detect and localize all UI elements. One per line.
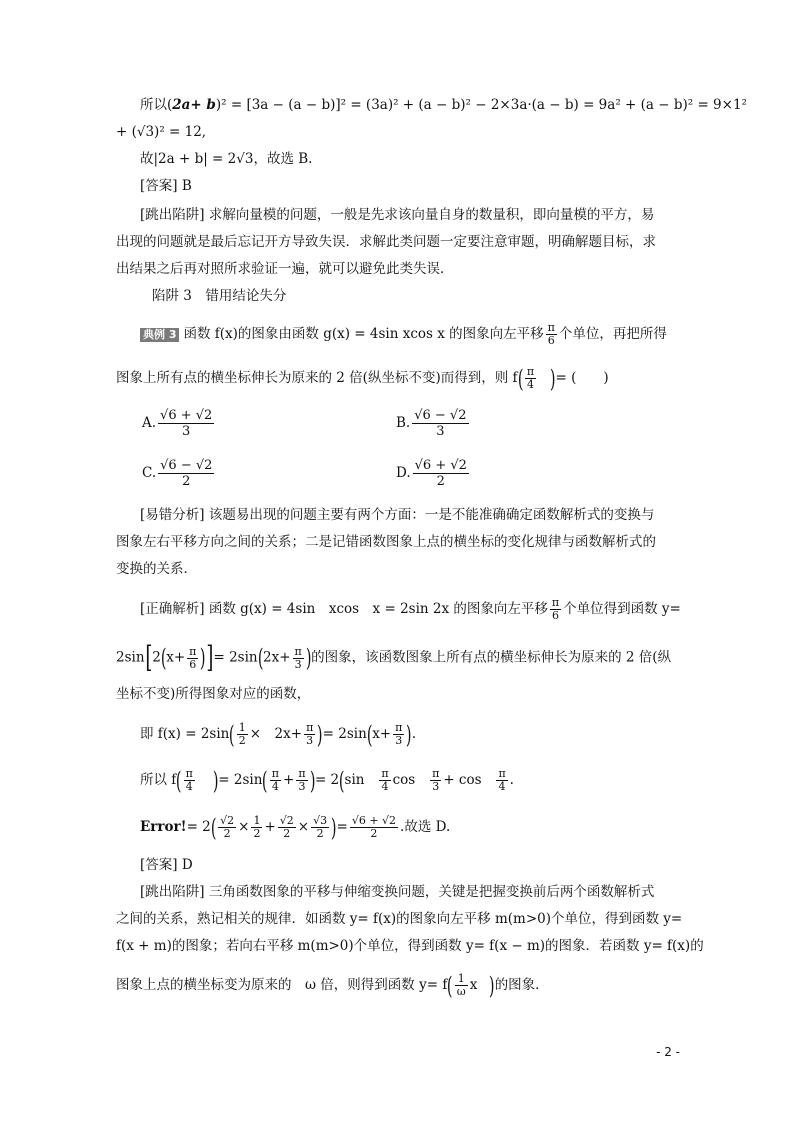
fraction: $\frac{\pi}{3}$ [294,644,302,671]
solution-line-5: 所以 f( $\frac{\pi}{4}$ )= 2sin( $\frac{\pi}{4}$ + $\frac{\pi}{3}$ )= 2(sin $\frac{\pi}{4}$ cos $\frac{\pi}{3}$ + cos $\frac{\pi}{4}$ . [140,766,514,795]
fraction: $\frac{√6 + √2}{2}$ [351,814,397,840]
solution-line-4: 即 f(x) = 2sin( $\frac{1}{2}$ × 2x+ $\frac{\pi}{3}$ )= 2sin(x+ $\frac{\pi}{3}$ ). [140,720,417,749]
fraction: $\frac{√6 + √2}{3}$ [160,408,213,439]
equation-line-2: + (√3)² = 12, [116,124,207,140]
fraction: $\frac{\pi}{6}$ [551,596,560,622]
option-c: C. $\frac{√6 - √2}{2}$ [142,458,213,489]
fraction: $\frac{√6 - √2}{2}$ [160,458,213,489]
trap-paragraph-2-line: f(x + m)的图象；若向右平移 m(m>0)个单位，得到函数 y= f(x − m)的图象．若函数 y= f(x)的 [116,938,704,954]
option-d: D. $\frac{√6 + √2}{2}$ [396,458,467,489]
equation-line-3: 故|2a + b| = 2√3，故选 B. [140,151,313,167]
fraction: $\frac{\pi}{4}$ [498,767,506,793]
fraction: $\frac{√2}{2}$ [220,814,235,840]
fraction: $\frac{\pi}{4}$ [185,767,193,793]
trap-paragraph-2-line: 图象上点的横坐标变为原来的 ω 倍，则得到函数 y= f( $\frac{1}{\omega}$ x )的图象． [116,971,549,1000]
fraction: $\frac{\pi}{4}$ [271,767,280,793]
example-line-1: 典例 3 函数 f(x)的图象由函数 g(x) = 4sin xcos x 的图象向左平移 $\frac{\pi}{6}$ 个单位，再把所得 [140,322,667,347]
solution-line-3: 坐标不变)所得图象对应的函数， [116,686,311,702]
fraction: $\frac{\pi}{4}$ [526,365,535,391]
solution-line-1: [正确解析] 函数 g(x) = 4sin xcos x = 2sin 2x 的图象向左平移 $\frac{\pi}{6}$ 个单位得到函数 y= [140,596,681,622]
analysis-line: [易错分析] 该题易出现的问题主要有两个方面：一是不能准确确定函数解析式的变换与 [140,507,655,523]
option-a: A. $\frac{√6 + √2}{3}$ [142,408,213,439]
fraction: $\frac{1}{2}$ [238,721,246,747]
fraction: $\frac{1}{2}$ [253,814,261,840]
fraction: $\frac{\pi}{3}$ [298,767,306,793]
equation-line-1: 所以(2a+ b)² = [3a − (a − b)]² = (3a)² + (a − b)² − 2×3a·(a − b) = 9a² + (a − b)² = 9×1² [140,97,747,113]
fraction: $\frac{1}{\omega}$ [456,972,466,998]
answer-label-2: [答案] D [140,857,193,873]
fraction: $\frac{√2}{2}$ [279,814,294,840]
fraction: $\frac{\pi}{3}$ [306,721,314,747]
example-badge: 典例 3 [140,328,179,342]
fraction: $\frac{\pi}{6}$ [547,321,555,347]
error-text: Error! [140,819,187,835]
answer-label-1: [答案] B [140,178,192,194]
section-title: 陷阱 3 错用结论失分 [152,288,287,304]
fraction: $\frac{\pi}{3}$ [395,721,403,747]
fraction: $\frac{\pi}{6}$ [189,644,197,671]
trap-paragraph-1-line: 出现的问题就是最后忘记开方导致失误．求解此类问题一定要注意审题，明确解题目标，求 [116,234,656,250]
fraction: $\frac{\pi}{3}$ [432,767,440,793]
trap-paragraph-2-line: [跳出陷阱] 三角函数图象的平移与伸缩变换问题，关键是把握变换前后两个函数解析式 [140,884,655,900]
page-number: - 2 - [656,1045,680,1059]
analysis-line: 图象左右平移方向之间的关系；二是记错函数图象上点的横坐标的变化规律与函数解析式的 [116,534,656,550]
trap-paragraph-1-line: [跳出陷阱] 求解向量模的问题，一般是先求该向量自身的数量积，即向量模的平方，易 [140,207,655,223]
fraction: $\frac{√6 - √2}{3}$ [414,408,467,439]
solution-line-2: 2sin[2(x+ $\frac{\pi}{6}$ )]= 2sin(2x+ $\frac{\pi}{3}$ )的图象，该函数图象上所有点的横坐标伸长为原来的 2 倍(纵 [116,640,672,675]
fraction: $\frac{√3}{2}$ [313,814,328,840]
solution-line-6: Error!= 2( $\frac{√2}{2}$ × $\frac{1}{2}$ + $\frac{√2}{2}$ × $\frac{√3}{2}$ )= $\frac{√6 + √2}{2}$ .故选 D. [140,813,451,842]
trap-paragraph-2-line: 之间的关系，熟记相关的规律．如函数 y= f(x)的图象向左平移 m(m>0)个单位，得到函数 y= [116,911,683,927]
fraction: $\frac{\pi}{4}$ [381,767,389,793]
trap-paragraph-1-line: 出结果之后再对照所求验证一遍，就可以避免此类失误． [116,261,454,277]
option-b: B. $\frac{√6 - √2}{3}$ [396,408,467,439]
example-line-2: 图象上所有点的横坐标伸长为原来的 2 倍(纵坐标不变)而得到，则 f( $\frac{\pi}{4}$ )= ( ) [116,364,609,393]
fraction: $\frac{√6 + √2}{2}$ [414,458,467,489]
analysis-line: 变换的关系． [116,561,197,577]
